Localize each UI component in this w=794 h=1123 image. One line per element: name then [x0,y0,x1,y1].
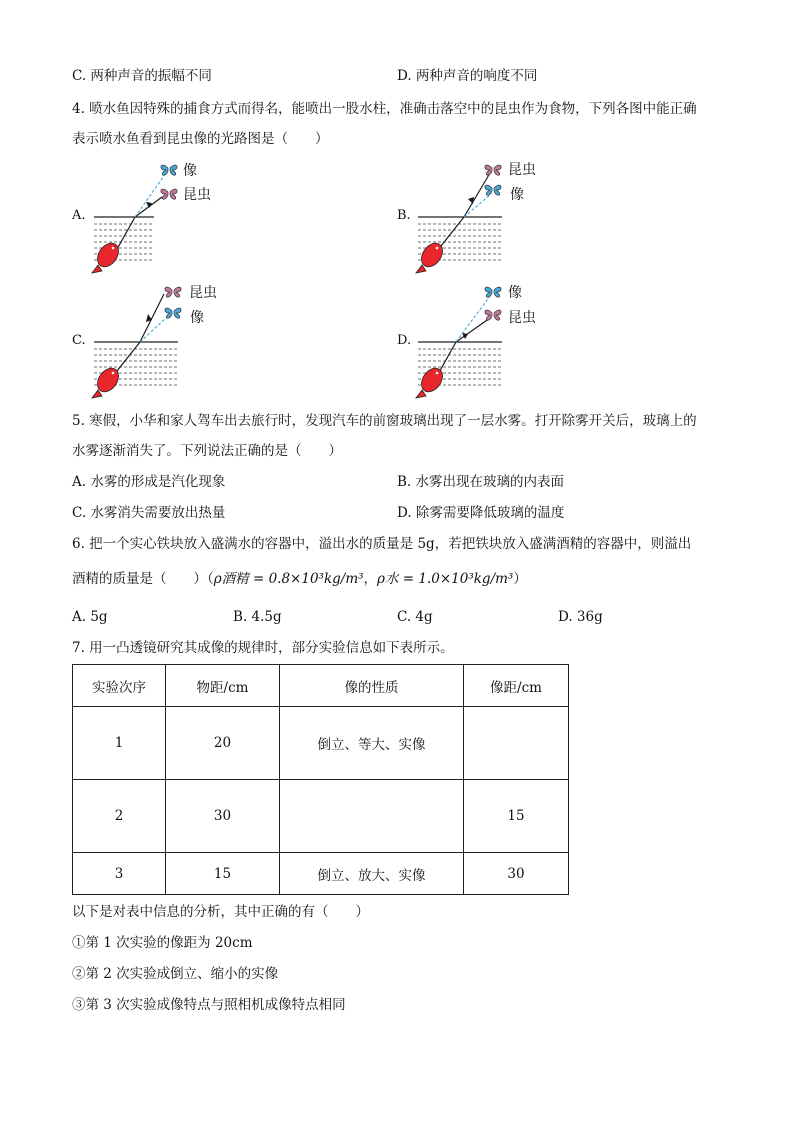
butterfly-image-icon [485,185,501,195]
q5-option-c: C. 水雾消失需要放出热量 [72,505,226,521]
incident-ray [140,294,164,342]
table-row [73,853,569,895]
q4-option-b-label: B. [397,208,411,223]
q7-item-2: ②第 2 次实验成倒立、缩小的实像 [72,966,279,982]
virtual-ray [140,318,166,342]
q6-separator: ， [363,571,378,587]
butterfly-image-icon [485,287,501,297]
q4-c-bottom-label: 像 [190,310,204,326]
q4-figure-a [88,155,248,275]
table-header-cell: 像的性质 [280,665,464,707]
q7-analysis: 以下是对表中信息的分析，其中正确的有（ ） [72,904,369,920]
q4-d-bottom-label: 昆虫 [508,310,536,326]
table-header-row [73,665,569,707]
incident-ray [464,173,490,217]
q6-stem-line2 [72,570,527,588]
q5-stem-line2: 水雾逐渐消失了。下列说法正确的是（ ） [72,443,342,459]
q6-option-d: D. 36g [558,609,603,625]
q4-stem-line2: 表示喷水鱼看到昆虫像的光路图是（ ） [72,131,329,147]
q5-option-d: D. 除雾需要降低玻璃的温度 [397,505,565,521]
table-cell: 3 [73,853,166,895]
q4-figure-d [412,280,572,400]
table-cell: 1 [73,707,166,780]
q6-option-a: A. 5g [72,609,108,625]
q3-option-d: D. 两种声音的响度不同 [397,68,538,84]
table-cell: 倒立、放大、实像 [280,853,464,895]
virtual-ray [135,173,166,217]
q6-line2-suffix: ） [513,571,527,587]
table-cell: 20 [166,707,280,780]
table-cell [464,707,569,780]
butterfly-insect-icon [485,310,501,320]
q4-b-bottom-label: 像 [510,187,524,203]
q4-option-d-label: D. [397,333,412,348]
q5-option-b: B. 水雾出现在玻璃的内表面 [397,474,565,490]
q4-a-bottom-label: 昆虫 [183,187,211,203]
ray-arrow [468,197,474,204]
q7-intro: 7. 用一凸透镜研究其成像的规律时，部分实验信息如下表所示。 [72,640,454,656]
q4-c-top-label: 昆虫 [189,285,217,301]
q5-option-a: A. 水雾的形成是汽化现象 [72,474,226,490]
q5-stem-line1: 5. 寒假，小华和家人驾车出去旅行时，发现汽车的前窗玻璃出现了一层水雾。打开除雾开关后，玻璃上的 [72,413,697,429]
butterfly-insect-icon [161,189,177,199]
table-header-cell: 实验次序 [73,665,166,707]
q6-option-c: C. 4g [397,609,433,625]
q4-stem-line1: 4. 喷水鱼因特殊的捕食方式而得名，能喷出一股水柱，准确击落空中的昆虫作为食物，下列各图中能正确 [72,101,697,117]
q4-option-a-label: A. [72,208,86,223]
butterfly-insect-icon [485,165,501,175]
virtual-ray [456,296,490,342]
table-cell: 15 [166,853,280,895]
q6-line2-prefix: 酒精的质量是（ ）（ [72,571,214,587]
incident-ray [456,318,490,342]
q6-option-b: B. 4.5g [233,609,282,625]
q7-item-1: ①第 1 次实验的像距为 20cm [72,935,253,951]
table-header-cell: 物距/cm [166,665,280,707]
rho-water-formula: ρ水 = 1.0×10³kg/m³ [377,571,514,587]
table-cell: 15 [464,780,569,853]
butterfly-image-icon [161,165,177,175]
table-header-cell: 像距/cm [464,665,569,707]
table-row [73,780,569,853]
q7-item-3: ③第 3 次实验成像特点与照相机成像特点相同 [72,997,346,1013]
butterfly-image-icon [165,308,181,318]
table-cell: 2 [73,780,166,853]
table-cell: 30 [166,780,280,853]
virtual-ray [464,195,490,217]
table-cell: 30 [464,853,569,895]
q4-b-top-label: 昆虫 [508,162,536,178]
ray-arrow [462,333,468,339]
q4-d-top-label: 像 [508,285,522,301]
q4-figure-b [412,155,572,275]
q3-option-c: C. 两种声音的振幅不同 [72,68,212,84]
experiment-table [72,664,569,895]
table-cell [280,780,464,853]
q4-a-top-label: 像 [183,163,197,179]
q6-stem-line1: 6. 把一个实心铁块放入盛满水的容器中，溢出水的质量是 5g，若把铁块放入盛满酒精的容器中，则溢出 [72,536,692,552]
fish-icon [416,364,447,398]
refracted-ray [116,217,135,251]
rho-alcohol-formula: ρ酒精 = 0.8×10³kg/m³ [213,571,364,587]
fish-icon [92,239,123,273]
table-cell: 倒立、等大、实像 [280,707,464,780]
table-row [73,707,569,780]
q4-option-c-label: C. [72,333,86,348]
q4-figure-c [88,280,248,400]
butterfly-insect-icon [165,287,181,297]
